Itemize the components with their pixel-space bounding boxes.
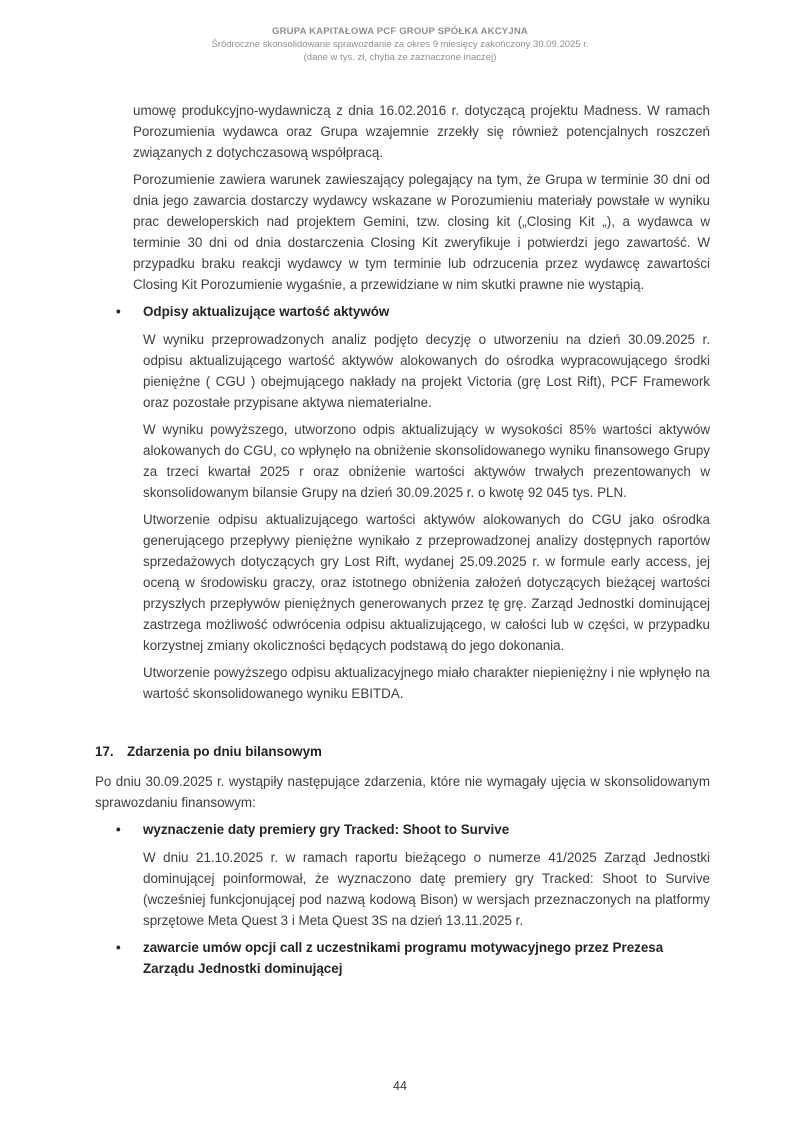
section-heading-17 (95, 741, 710, 762)
list-item-title: zawarcie umów opcji call z uczestnikami programu motywacyjnego przez Prezesa Zarządu Jednostki dominującej (143, 940, 664, 976)
company-name: GRUPA KAPITAŁOWA PCF GROUP SPÓŁKA AKCYJNA (272, 26, 528, 37)
data-unit-note: (dane w tys. zł, chyba że zaznaczone inaczej) (303, 52, 497, 63)
page-header (0, 0, 800, 64)
paragraph-subsequent-events-intro: Po dniu 30.09.2025 r. wystąpiły następujące zdarzenia, które nie wymagały ujęcia w skonsolidowanym sprawozdaniu finansowym: (95, 774, 710, 810)
bullet-icon: • (116, 304, 121, 319)
list-item-release-date (116, 819, 710, 840)
section-title: Zdarzenia po dniu bilansowym (127, 744, 322, 759)
paragraph-agreement-waiver: umowę produkcyjno-wydawniczą z dnia 16.02.2016 r. dotyczącą projektu Madness. W ramach Porozumienia wydawca oraz Grupa wzajemnie zrzekły się również potencjalnych roszczeń związanych z dotychczasową współpracą. (133, 103, 710, 160)
page-footer (0, 1078, 800, 1094)
page-number: 44 (393, 1079, 407, 1093)
list-item-impairment (116, 301, 710, 322)
paragraph-release-date-details: W dniu 21.10.2025 r. w ramach raportu bieżącego o numerze 41/2025 Zarząd Jednostki dominującej poinformował, że wyznaczono datę premiery gry Tracked: Shoot to Survive (wcześniej funkcjonującej pod nazwą kodową Bison) w wersjach przeznaczonych na platformy sprzętowe Meta Quest 3 i Meta Quest 3S na dzień 13.11.2025 r. (143, 850, 710, 928)
paragraph-impairment-amount: W wyniku powyższego, utworzono odpis aktualizujący w wysokości 85% wartości aktywów alokowanych do CGU, co wpłynęło na obniżenie skonsolidowanego wyniku finansowego Grupy za trzeci kwartał 2025 r oraz obniżenie wartości aktywów trwałych prezentowanych w skonsolidowanym bilansie Grupy na dzień 30.09.2025 r. o kwotę 92 045 tys. PLN. (143, 422, 710, 500)
paragraph-impairment-ebitda: Utworzenie powyższego odpisu aktualizacyjnego miało charakter niepieniężny i nie wpłynęło na wartość skonsolidowanego wyniku EBITDA. (143, 665, 710, 701)
document-body (0, 64, 800, 979)
paragraph-impairment-rationale: Utworzenie odpisu aktualizującego wartości aktywów alokowanych do CGU jako ośrodka generującego przepływy pieniężne wynikało z przeprowadzonej analizy dostępnych raportów sprzedażowych dotyczących gry Lost Rift, wydanej 25.09.2025 r. w formule early access, jej oceną w środowisku graczy, oraz istotnego obniżenia założeń dotyczących bieżącej wartości przyszłych przepływów pieniężnych generowanych przez tę grę. Zarząd Jednostki dominującej zastrzega możliwość odwrócenia odpisu aktualizującego, w całości lub w części, w przypadku korzystnej zmiany okoliczności będących podstawą do jego dokonania. (143, 512, 710, 653)
paragraph-impairment-decision: W wyniku przeprowadzonych analiz podjęto decyzję o utworzeniu na dzień 30.09.2025 r. odpisu aktualizującego wartość aktywów alokowanych do ośrodka wypracowującego środki pieniężne ( CGU ) obejmującego nakłady na projekt Victoria (grę Lost Rift), PCF Framework oraz pozostałe przypisane aktywa niematerialne. (143, 332, 710, 410)
list-item-call-options (116, 937, 710, 979)
list-item-title: Odpisy aktualizujące wartość aktywów (143, 304, 390, 319)
list-item-title: wyznaczenie daty premiery gry Tracked: Shoot to Survive (143, 822, 510, 837)
report-title: Śródroczne skonsolidowane sprawozdanie za okres 9 miesięcy zakończony 30.09.2025 r. (211, 39, 589, 50)
bullet-icon: • (116, 940, 121, 955)
section-number: 17. (95, 744, 114, 759)
bullet-icon: • (116, 822, 121, 837)
paragraph-suspensive-condition: Porozumienie zawiera warunek zawieszający polegający na tym, że Grupa w terminie 30 dni od dnia jego zawarcia dostarczy wydawcy wskazane w Porozumieniu materiały powstałe w wyniku prac deweloperskich nad projektem Gemini, tzw. closing kit („Closing Kit „), a wydawca w terminie 30 dni od dnia dostarczenia Closing Kit zweryfikuje i potwierdzi jego zawartość. W przypadku braku reakcji wydawcy w tym terminie lub odrzucenia przez wydawcę zawartości Closing Kit Porozumienie wygaśnie, a przewidziane w nim skutki prawne nie wystąpią. (133, 172, 710, 292)
